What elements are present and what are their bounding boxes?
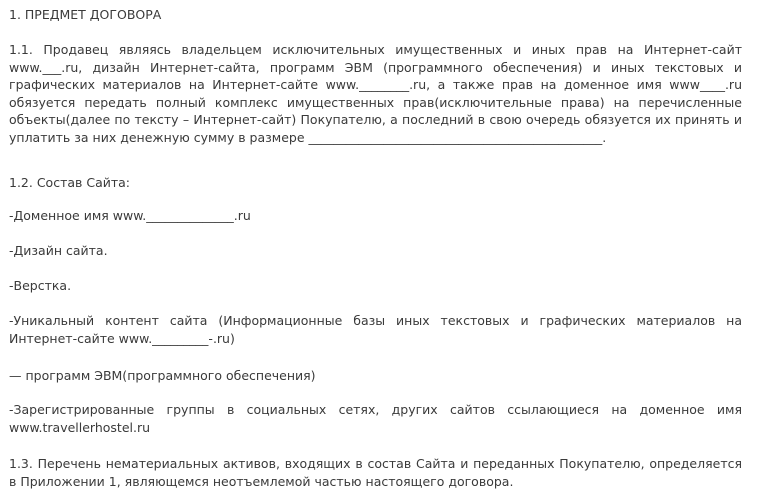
list-item-design: -Дизайн сайта. [9,243,108,258]
clause-1-1: 1.1. Продавец являясь владельцем исключительных имущественных и иных прав на Интернет-сайт www.___.ru, дизайн Интернет-сайта, программ ЭВМ (программного обеспечения) и иных текстовых и графических материалов на Интернет-сайте www.________.ru, а также прав на доменное имя www____.ru обязуется передать полный комплекс имущественных прав(исключительные права) на перечисленные объекты(далее по тексту – Интернет-сайт) Покупателю, а последний в свою очередь обязуется их принять и уплатить за них денежную сумму в размере _______________________________________________. [9,42,742,145]
section-heading: 1. ПРЕДМЕТ ДОГОВОРА [9,7,162,22]
list-item-software: — программ ЭВМ(программного обеспечения) [9,368,316,383]
clause-1-2-title: 1.2. Состав Сайта: [9,175,131,190]
list-item-domain: -Доменное имя www.______________.ru [9,208,251,223]
list-item-content: -Уникальный контент сайта (Информационные базы иных текстовых и графических материалов на Интернет-сайте www._________-.ru) [9,313,742,346]
list-item-social-groups: -Зарегистрированные группы в социальных сетях, других сайтов ссылающиеся на доменное имя www.travellerhostel.ru [9,402,742,435]
clause-1-3: 1.3. Перечень нематериальных активов, входящих в состав Сайта и переданных Покупателю, определяется в Приложении 1, являющемся неотъемлемой частью настоящего договора. [9,456,742,489]
list-item-layout: -Верстка. [9,278,72,293]
